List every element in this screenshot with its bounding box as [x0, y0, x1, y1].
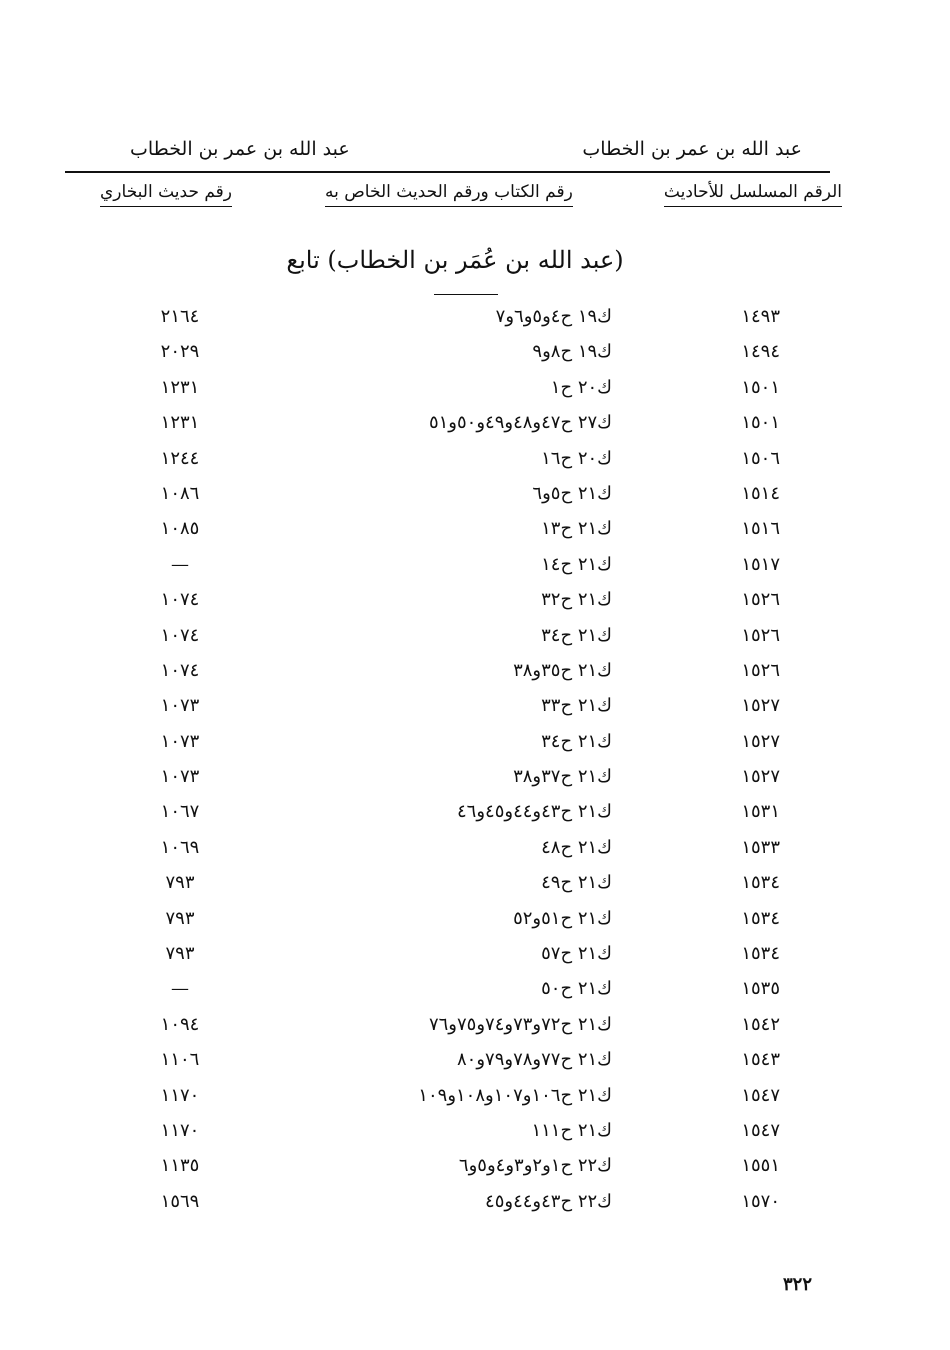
table-row: [0, 904, 950, 939]
bukhari-number-cell: ١٠٧٤: [160, 589, 200, 611]
table-row: [0, 1010, 950, 1045]
serial-number-cell: ١٤٩٣: [741, 306, 780, 327]
table-row: [0, 762, 950, 797]
bukhari-number-cell: ١١٠٦: [160, 1049, 200, 1071]
serial-number-cell: ١٥٤٧: [741, 1084, 780, 1106]
serial-number-cell: ١٥٥١: [741, 1155, 780, 1177]
serial-number-cell: ١٥٣٤: [741, 943, 780, 965]
serial-number-cell: ١٥١٦: [741, 518, 780, 540]
bukhari-number-cell: ٢١٦٤: [160, 306, 200, 327]
book-ref-cell: ك٢١ ح٤٣و٤٤و٤٥و٤٦: [456, 801, 612, 823]
table-row: [0, 1151, 950, 1186]
book-ref-cell: ك٢١ ح١١١: [531, 1119, 612, 1141]
bukhari-number-cell: ٧٩٣: [165, 943, 195, 965]
table-row: [0, 550, 950, 585]
bukhari-number-cell: ١٠٧٤: [160, 659, 200, 681]
serial-number-cell: ١٥٢٧: [741, 766, 780, 788]
serial-number-cell: ١٥٢٦: [741, 589, 780, 611]
bukhari-number-cell: ١٠٧٣: [160, 766, 200, 788]
serial-number-cell: ١٥٣٣: [741, 836, 780, 858]
header-rule: [65, 171, 830, 173]
table-row: [0, 1116, 950, 1151]
page-number: ٣٢٢: [782, 1274, 812, 1295]
book-ref-cell: ك٢١ ح٣٤: [541, 730, 612, 752]
book-ref-cell: ك٢٠ ح١٦: [541, 447, 612, 469]
book-ref-cell: ك٢١ ح١٤: [541, 553, 612, 575]
book-ref-cell: ك٢١ ح٧٧و٧٨و٧٩و٨٠: [456, 1049, 612, 1071]
book-ref-cell: ك٢٧ ح٤٧و٤٨و٤٩و٥٠و٥١: [428, 412, 612, 434]
book-ref-cell: ك٢١ ح١٠٦و١٠٧و١٠٨و١٠٩: [418, 1084, 612, 1106]
table-row: [0, 868, 950, 903]
book-ref-cell: ك٢١ ح٥١و٥٢: [513, 907, 612, 929]
bukhari-number-cell: ١١٣٥: [160, 1155, 200, 1177]
serial-number-cell: ١٥٧٠: [741, 1190, 780, 1212]
book-ref-cell: ك٢١ ح٣٤: [541, 624, 612, 646]
book-ref-cell: ك٢١ ح١٣: [541, 518, 612, 540]
bukhari-number-cell: ١١٧٠: [160, 1084, 200, 1106]
bukhari-number-cell: ١٠٧٣: [160, 730, 200, 752]
book-ref-cell: ك٢١ ح٥و٦: [532, 482, 612, 504]
serial-number-cell: ١٥٢٦: [741, 624, 780, 646]
table-row: [0, 974, 950, 1009]
book-ref-cell: ك٢١ ح٣٧و٣٨: [513, 766, 612, 788]
table-row: [0, 797, 950, 832]
serial-number-cell: ١٤٩٤: [741, 341, 780, 363]
bukhari-number-cell: ١٢٣١: [160, 376, 200, 398]
bukhari-number-cell: ١٢٤٤: [160, 447, 200, 469]
book-ref-cell: ك٢١ ح٣٢: [541, 589, 612, 611]
table-row: [0, 1045, 950, 1080]
table-row: [0, 1187, 950, 1222]
bukhari-number-cell: ١٥٦٩: [160, 1190, 200, 1212]
bukhari-number-cell: ١٢٣١: [160, 412, 200, 434]
section-title: (عبد الله بن عُمَر بن الخطاب) تابع: [286, 246, 624, 274]
table-row: [0, 514, 950, 549]
book-ref-cell: ك١٩ ح٨و٩: [532, 341, 612, 363]
bukhari-number-cell: ١٠٨٦: [160, 482, 200, 504]
book-ref-cell: ك٢١ ح٤٨: [541, 836, 612, 858]
book-ref-cell: ك٢١ ح٧٢و٧٣و٧٤و٧٥و٧٦: [428, 1013, 612, 1035]
serial-number-cell: ١٥٣٥: [741, 978, 780, 1000]
bukhari-number-cell: ١٠٩٤: [160, 1013, 200, 1035]
column-header-bukhari: رقم حديث البخاري: [100, 182, 232, 207]
serial-number-cell: ١٥٤٢: [741, 1013, 780, 1035]
table-row: [0, 408, 950, 443]
bukhari-number-cell: ١٠٦٩: [160, 836, 200, 858]
bukhari-number-cell: ١١٧٠: [160, 1119, 200, 1141]
serial-number-cell: ١٥٠٦: [741, 447, 780, 469]
table-row: [0, 479, 950, 514]
serial-number-cell: ١٥٤٣: [741, 1049, 780, 1071]
table-row: [0, 727, 950, 762]
table-row: [0, 621, 950, 656]
table-row: [0, 656, 950, 691]
bukhari-number-cell: ١٠٧٤: [160, 624, 200, 646]
table-row: [0, 373, 950, 408]
bukhari-number-cell: ٧٩٣: [165, 907, 195, 929]
table-row: [0, 691, 950, 726]
serial-number-cell: ١٥٠١: [741, 376, 780, 398]
book-ref-cell: ك٢١ ح٣٥و٣٨: [513, 659, 612, 681]
book-ref-cell: ك١٩ ح٤و٥و٦و٧: [495, 306, 612, 327]
column-header-book-ref: رقم الكتاب ورقم الحديث الخاص به: [325, 182, 573, 207]
bukhari-number-cell: ٧٩٣: [165, 872, 195, 894]
column-header-serial: الرقم المسلسل للأحاديث: [664, 182, 842, 207]
bukhari-number-cell: ١٠٨٥: [160, 518, 200, 540]
serial-number-cell: ١٥٢٦: [741, 659, 780, 681]
book-ref-cell: ك٢١ ح٣٣: [541, 695, 612, 717]
table-row: [0, 939, 950, 974]
table-row: [0, 1081, 950, 1116]
bukhari-number-cell: —: [171, 553, 189, 575]
book-ref-cell: ك٢٢ ح١و٢و٣و٤و٥و٦: [458, 1155, 612, 1177]
serial-number-cell: ١٥٢٧: [741, 730, 780, 752]
serial-number-cell: ١٥٣٤: [741, 907, 780, 929]
table-row: [0, 833, 950, 868]
table-row: [0, 302, 950, 337]
running-head-right: عبد الله بن عمر بن الخطاب: [582, 138, 802, 160]
bukhari-number-cell: ١٠٧٣: [160, 695, 200, 717]
serial-number-cell: ١٥٠١: [741, 412, 780, 434]
serial-number-cell: ١٥٣٤: [741, 872, 780, 894]
serial-number-cell: ١٥١٧: [741, 553, 780, 575]
book-ref-cell: ك٢٢ ح٤٣و٤٤و٤٥: [485, 1190, 612, 1212]
bukhari-number-cell: —: [171, 978, 189, 1000]
book-ref-cell: ك٢٠ ح١: [550, 376, 612, 398]
book-ref-cell: ك٢١ ح٤٩: [541, 872, 612, 894]
bukhari-number-cell: ١٠٦٧: [160, 801, 200, 823]
table-row: [0, 585, 950, 620]
serial-number-cell: ١٥٢٧: [741, 695, 780, 717]
hadith-table: [0, 302, 950, 1222]
section-title-underline: [434, 294, 498, 295]
serial-number-cell: ١٥٤٧: [741, 1119, 780, 1141]
serial-number-cell: ١٥٣١: [741, 801, 780, 823]
bukhari-number-cell: ٢٠٢٩: [160, 341, 200, 363]
table-row: [0, 337, 950, 372]
serial-number-cell: ١٥١٤: [741, 482, 780, 504]
table-row: [0, 444, 950, 479]
book-ref-cell: ك٢١ ح٥٠: [541, 978, 612, 1000]
running-head-left: عبد الله بن عمر بن الخطاب: [130, 138, 350, 160]
book-ref-cell: ك٢١ ح٥٧: [541, 943, 612, 965]
